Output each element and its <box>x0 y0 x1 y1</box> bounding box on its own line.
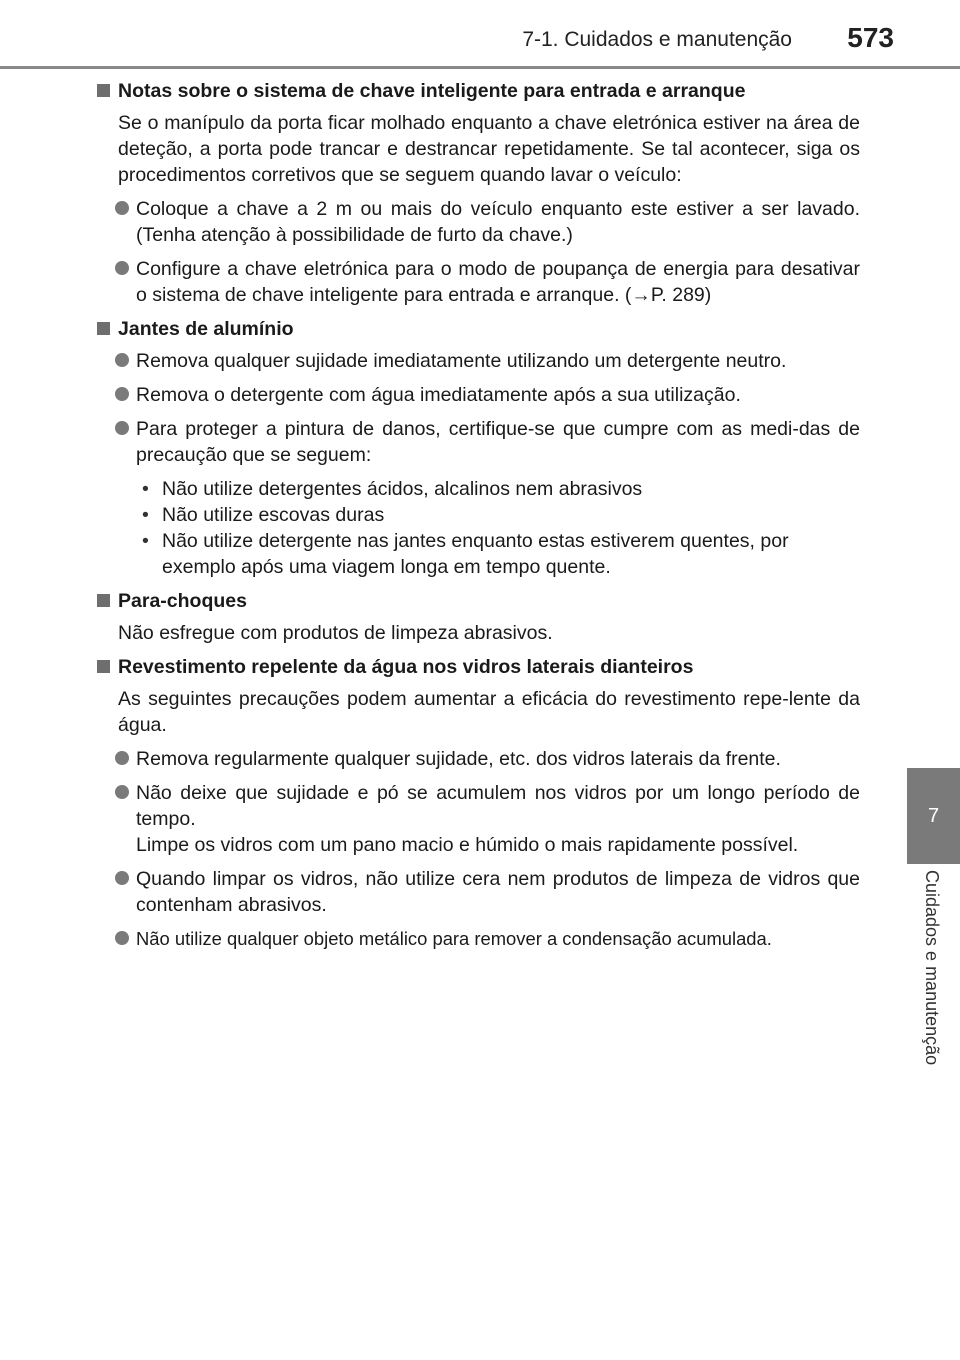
small-bullet-icon: • <box>142 530 149 552</box>
round-bullet-icon <box>115 387 129 401</box>
square-bullet-icon <box>97 594 110 607</box>
paragraph: Se o manípulo da porta ficar molhado enquanto a chave eletrónica estiver na área de deteção, a porta pode trancar e destrancar repetidamente. Se tal acontecer, siga os procedimentos corretivos que se seguem quando lavar o veículo: <box>118 112 860 186</box>
list-item: Quando limpar os vidros, não utilize cera nem produtos de limpeza de vidros que contenham abrasivos. <box>96 866 860 918</box>
square-bullet-icon <box>97 84 110 97</box>
round-bullet-icon <box>115 785 129 799</box>
section-smart-key <box>96 78 860 308</box>
chapter-side-label <box>907 870 960 1110</box>
list-item: Remova o detergente com água imediatamente após a sua utilização. <box>96 382 860 408</box>
page-reference-text[interactable]: Configure a chave eletrónica para o modo de poupança de energia para desativar o sistema de chave inteligente para entrada e arranque. (→P. 289) <box>136 258 860 306</box>
chapter-side-label-text: Cuidados e manutenção <box>922 870 942 1066</box>
list-item: Para proteger a pintura de danos, certifique-se que cumpre com as medi-das de precaução que se seguem: <box>96 416 860 468</box>
list-item: Remova regularmente qualquer sujidade, etc. dos vidros laterais da frente. <box>96 746 860 772</box>
section-title: Para-choques <box>96 588 860 614</box>
section-title: Revestimento repelente da água nos vidros laterais dianteiros <box>96 654 860 680</box>
round-bullet-icon <box>115 201 129 215</box>
round-bullet-icon <box>115 421 129 435</box>
chapter-tab[interactable] <box>907 768 960 864</box>
square-bullet-icon <box>97 322 110 335</box>
list-item: Não deixe que sujidade e pó se acumulem nos vidros por um longo período de tempo. Limpe os vidros com um pano macio e húmido o mais rapidamente possível. <box>96 780 860 858</box>
sub-list <box>96 476 860 580</box>
round-bullet-icon <box>115 353 129 367</box>
list-item: Não utilize qualquer objeto metálico para remover a condensação acumulada. <box>96 926 860 952</box>
round-bullet-icon <box>115 871 129 885</box>
round-bullet-icon <box>115 261 129 275</box>
page-content <box>96 78 860 960</box>
section-bumpers <box>96 588 860 646</box>
chapter-header: 7-1. Cuidados e manutenção <box>522 28 792 51</box>
section-water-repellent <box>96 654 860 952</box>
sub-list-item: • Não utilize detergente nas jantes enquanto estas estiverem quentes, por exemplo após uma viagem longa em tempo quente. <box>142 530 789 578</box>
square-bullet-icon <box>97 660 110 673</box>
sub-list-item: • Não utilize detergentes ácidos, alcalinos nem abrasivos <box>142 478 643 500</box>
list-item <box>96 256 860 308</box>
chapter-tab-number: 7 <box>927 804 940 827</box>
section-alloy-wheels <box>96 316 860 580</box>
list-item: Coloque a chave a 2 m ou mais do veículo enquanto este estiver a ser lavado. (Tenha atenção à possibilidade de furto da chave.) <box>96 196 860 248</box>
paragraph: Não esfregue com produtos de limpeza abrasivos. <box>118 622 553 644</box>
sub-list-item: • Não utilize escovas duras <box>142 504 385 526</box>
page-number: 573 <box>847 22 894 53</box>
section-title: Jantes de alumínio <box>96 316 860 342</box>
list-item: Remova qualquer sujidade imediatamente utilizando um detergente neutro. <box>96 348 860 374</box>
round-bullet-icon <box>115 931 129 945</box>
small-bullet-icon: • <box>142 504 149 526</box>
header-divider <box>0 66 960 69</box>
section-title: Notas sobre o sistema de chave inteligente para entrada e arranque <box>96 78 860 104</box>
paragraph: As seguintes precauções podem aumentar a eficácia do revestimento repe-lente da água. <box>118 688 860 736</box>
round-bullet-icon <box>115 751 129 765</box>
small-bullet-icon: • <box>142 478 149 500</box>
